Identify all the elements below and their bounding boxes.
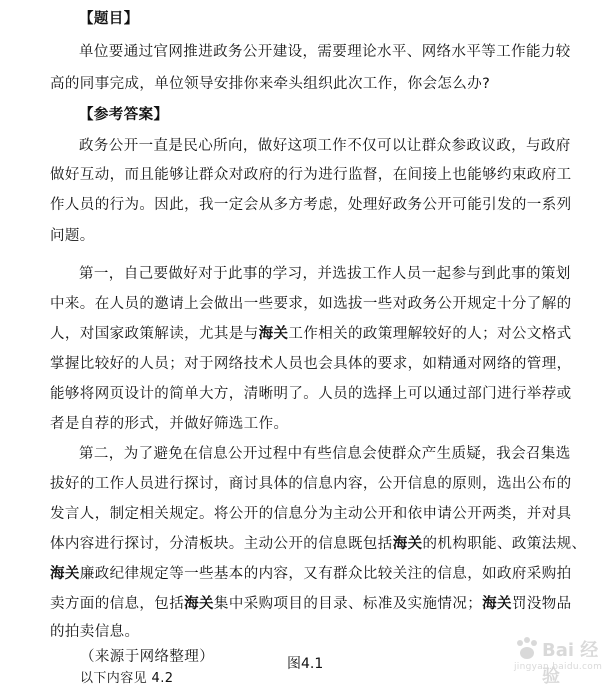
para1-line-2: 做好互动，而且能够让群众对政府的行为进行监督，在间接上也能够约束政府工 xyxy=(50,167,572,183)
para3-line-6: 卖方面的信息，包括海关集中采购项目的目录、标准及实施情况；海关罚没物品 xyxy=(50,596,572,612)
keyword-haiguan: 海关 xyxy=(50,566,80,582)
next-note: 以下内容见 4.2 xyxy=(80,671,174,686)
keyword-haiguan: 海关 xyxy=(392,536,423,552)
figure-caption: 图4.1 xyxy=(287,656,324,672)
keyword-haiguan: 海关 xyxy=(258,326,289,342)
answer-heading: 【参考答案】 xyxy=(79,107,169,123)
para2-line-2: 中来。在人员的邀请上会做出一些要求，如选拔一些对政务公开规定十分了解的 xyxy=(50,296,572,312)
title-heading: 【题目】 xyxy=(79,11,139,27)
para3-line-7: 的拍卖信息。 xyxy=(50,624,140,640)
para3-line-1: 第二，为了避免在信息公开过程中有些信息会使群众产生质疑，我会召集选 xyxy=(79,446,571,462)
para1-line-4: 问题。 xyxy=(50,228,95,244)
para1-line-3: 作人员的行为。因此，我一定会从多方考虑，处理好政务公开可能引发的一系列 xyxy=(50,197,572,213)
para2-line-6: 者是自荐的形式，并做好筛选工作。 xyxy=(50,416,289,432)
question-line-1: 单位要通过官网推进政务公开建设，需要理论水平、网络水平等工作能力较 xyxy=(79,44,571,60)
para2-line-4: 掌握比较好的人员；对于网络技术人员也会具体的要求，如精通对网络的管理， xyxy=(50,356,572,372)
watermark-text: Bai 经验 xyxy=(542,640,599,687)
question-line-2: 高的同事完成，单位领导安排你来牵头组织此次工作，你会怎么办? xyxy=(50,76,491,92)
para3-line-3: 发言人，制定相关规定。将公开的信息分为主动公开和依申请公开两类，并对具 xyxy=(50,506,572,522)
para1-line-1: 政务公开一直是民心所向，做好这项工作不仅可以让群众参政议政，与政府 xyxy=(79,138,571,154)
para2-line-5: 能够将网页设计的简单大方，清晰明了。人员的选择上可以通过部门进行举荐或 xyxy=(50,386,572,402)
para3-line-2: 拔好的工作人员进行探讨，商讨具体的信息内容，公开信息的原则，选出公布的 xyxy=(50,476,572,492)
para2-line-1: 第一，自己要做好对于此事的学习，并选拔工作人员一起参与到此事的策划 xyxy=(79,266,571,282)
baidu-watermark-logo xyxy=(508,630,608,687)
para3-line-4: 体内容进行探讨，分清板块。主动公开的信息既包括海关的机构职能、政策法规、 xyxy=(50,536,587,552)
para2-line-3: 人，对国家政策解读，尤其是与海关工作相关的政策理解较好的人；对公文格式 xyxy=(50,326,572,342)
para3-line-5: 海关廉政纪律规定等一些基本的内容，又有群众比较关注的信息，如政府采购拍 xyxy=(50,566,572,582)
source-note: （来源于网络整理） xyxy=(80,649,215,665)
watermark-url: jingyan.baidu.com xyxy=(514,662,603,672)
keyword-haiguan: 海关 xyxy=(184,596,214,612)
keyword-haiguan: 海关 xyxy=(482,596,512,612)
paw-icon xyxy=(512,634,542,664)
